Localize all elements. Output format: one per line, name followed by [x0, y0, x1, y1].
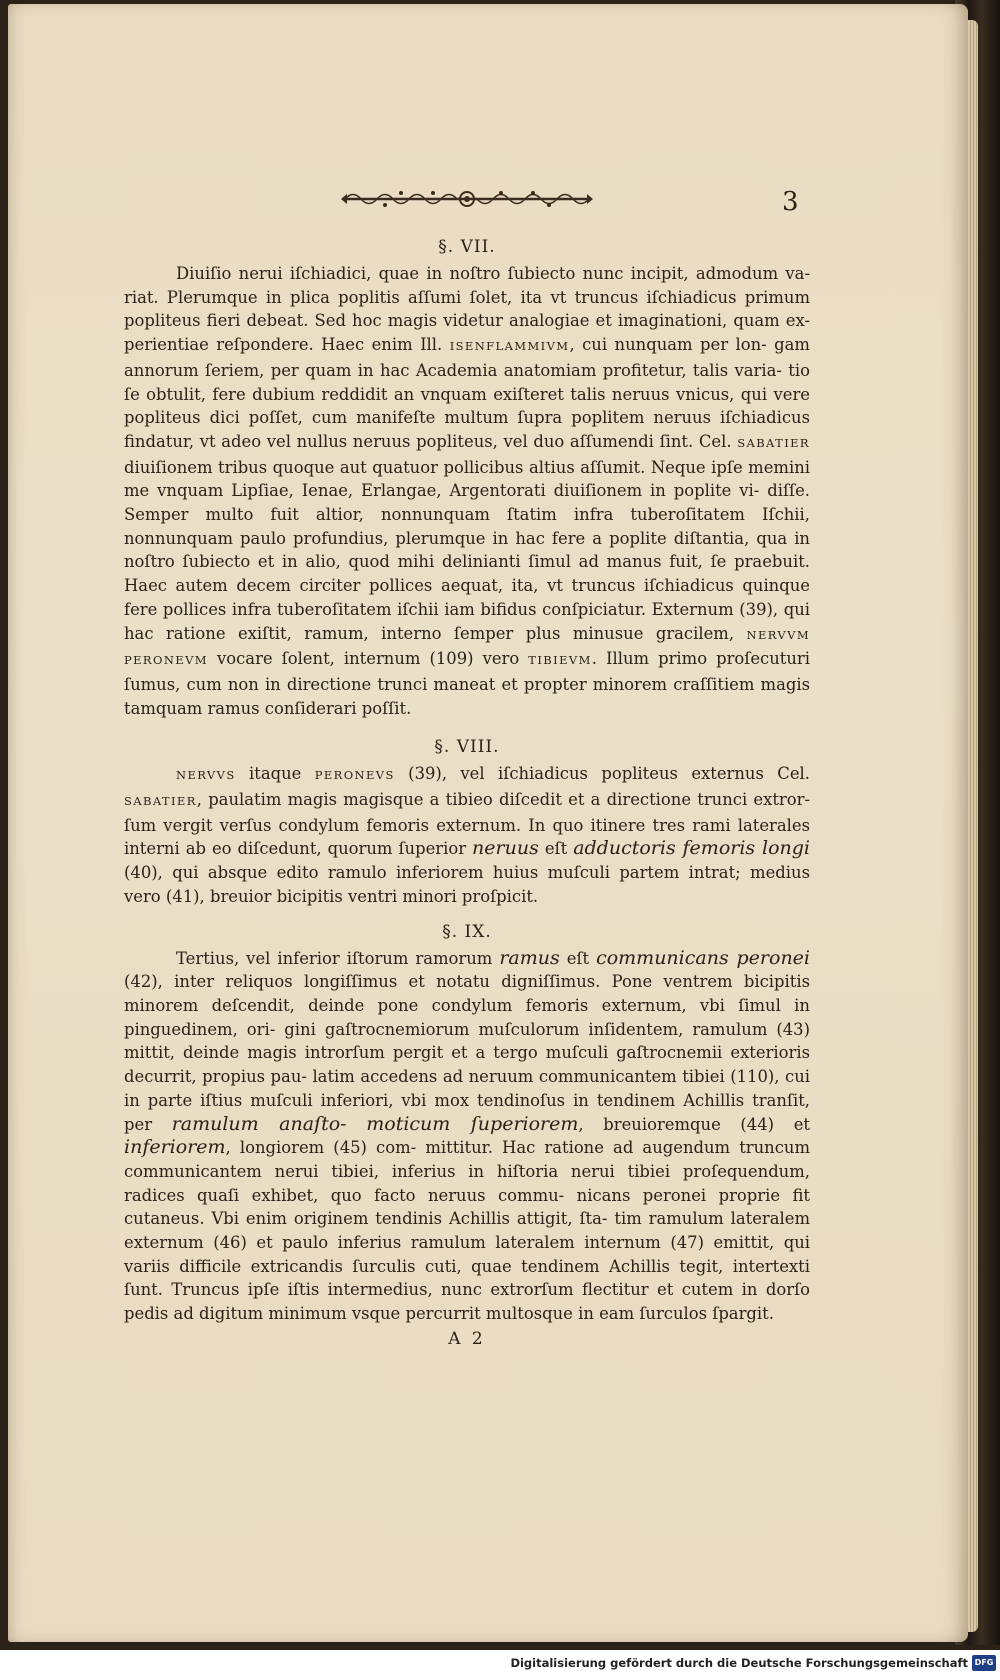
page-edge [968, 20, 978, 1632]
page-number: 3 [782, 187, 799, 217]
text-line: ſum vergit verſus condylum femoris externum. In quo itinere tres rami laterales [124, 815, 810, 835]
name-smallcaps: ISENFLAMMIVM [449, 339, 570, 354]
name-smallcaps: SABATIER [737, 435, 810, 450]
name-smallcaps: NERVVM PERONEVM [124, 627, 810, 668]
text-line: (42), [124, 972, 163, 992]
text-line: tamquam ramus conſiderari poſſit. [124, 698, 412, 718]
italic-term: neruus [472, 837, 539, 860]
paragraph [124, 762, 810, 908]
name-smallcaps: TIBIEVM [528, 653, 592, 668]
footer-bar [0, 1650, 1000, 1680]
italic-term: communicans peronei [596, 946, 810, 969]
section-ix-body [124, 947, 810, 1326]
text-line: gini gaſtrocnemiorum muſculorum inſidentem, ramulum (43) mittit, deinde magis [124, 1019, 811, 1063]
text-line: vocare ſolent, internum (109) vero [207, 649, 529, 669]
text-line: perientiae reſpondere. Haec enim Ill. [124, 335, 450, 355]
text-line: ratione exiſtit, ramum, interno ſemper plus minusue gracilem, [165, 623, 747, 643]
text-line: deſcendit, deinde pone condylum femoris externum, vbi ſimul in pinguedinem, ori- [124, 995, 810, 1039]
text-line: popliteus fieri debeat. Sed hoc magis videtur analogiae et imaginationi, quam ex- [124, 311, 810, 331]
text-line: memini me vnquam Lipſiae, Ienae, Erlangae, Argentorati diuiſionem in poplite vi- [124, 457, 810, 501]
text-line: eſt [538, 839, 574, 859]
text-line: tio ſe obtulit, fere dubium reddidit an vnquam exiſteret talis neruus vnicus, qui [124, 360, 810, 404]
text-line: pollices infra tuberoſitatem iſchii iam bifidus conſpiciatur. Externum (39), qui hac [124, 599, 810, 643]
text-line: Tertius, vel inferior iſtorum ramorum [176, 948, 500, 968]
text-line: . Illum primo proſecuturi [591, 649, 811, 669]
section-viii-body [124, 762, 810, 908]
text-line: (47) emittit, qui variis difficile extricandis ſurculis cuti, quae tendinem Achillis tegit, [124, 1233, 810, 1276]
text-line: (40), [124, 863, 163, 883]
signature-mark: A 2 [448, 1328, 486, 1349]
text-line: intertexti ſunt. Truncus ipſe iſtis intermedius, nunc extrorſum flectitur et cutem [124, 1256, 810, 1300]
book-page [8, 4, 968, 1642]
text-line: qui absque edito ramulo inferiorem huius muſculi partem intrat; medius vero (41), [124, 863, 810, 906]
text-line: gam annorum ſeriem, per quam in hac Academia anatomiam profitetur, talis varia- [124, 335, 810, 380]
section-heading-vii: §. VII. [438, 237, 496, 257]
text-line: itaque [235, 764, 315, 784]
name-smallcaps: PERONEVS [314, 768, 395, 783]
text-line: (39), vel iſchiadicus popliteus externus Cel. [394, 764, 810, 784]
italic-term: ramus [499, 946, 560, 969]
text-line: inter reliquos longiſſimus et notatu digniſſimus. Pone ventrem bicipitis minorem [124, 972, 810, 1015]
name-smallcaps: SABATIER [124, 794, 197, 809]
text-line: riat. Plerumque in plica poplitis aſſumi ſolet, ita vt truncus iſchiadicus primum [124, 287, 810, 307]
paragraph [124, 947, 810, 1326]
text-line: diuiſionem tribus quoque aut quatuor pollicibus altius aſſumit. Neque ipſe [124, 457, 743, 477]
text-line: vere popliteus dici poſſet, cum manifeſte multum ſupra poplitem neruus iſchiadicus [124, 384, 810, 428]
text-line: Diuiſio nerui iſchiadici, quae in noſtro ſubiecto nunc incipit, admodum va- [176, 264, 810, 283]
text-line: latim accedens ad neruum communicantem tibiei (110), cui in parte iſtius muſculi [124, 1067, 810, 1110]
italic-term: inferiorem [124, 1136, 226, 1159]
text-line: inferiori, vbi mox tendinoſus in tendinem Achillis tranſit, per [124, 1090, 811, 1134]
section-heading-viii: §. VIII. [434, 737, 500, 758]
text-line: interni ab eo diſcedunt, quorum ſuperior [124, 839, 473, 859]
text-line: eſt [559, 948, 597, 968]
text-block [124, 232, 810, 1352]
funding-credit: Digitalisierung gefördert durch die Deutsche Forschungsgemeinschaft [510, 1656, 968, 1670]
section-heading-ix: §. IX. [442, 921, 492, 942]
text-line: mittitur. Hac ratione ad augendum truncum communicantem nerui tibiei, inferius in [124, 1138, 811, 1181]
text-line: nonnunquam paulo profundius, plerumque in hac fere a poplite diſtantia, qua in [124, 528, 810, 548]
italic-term: moticum ſuperiorem [366, 1112, 579, 1135]
text-line: noſtro ſubiecto et in alio, quod mihi delinianti ſimul ad manus fuit, ſe praebuit. [124, 552, 810, 572]
text-line: tim ramulum lateralem externum (46) et paulo inferius ramulum lateralem internum [124, 1209, 810, 1253]
text-line: , breuioremque (44) et [578, 1114, 810, 1134]
italic-term: adductoris femoris longi [573, 837, 810, 860]
section-vii-body [124, 262, 810, 720]
name-smallcaps: NERVVS [176, 768, 236, 783]
text-line: , longiorem (45) com- [225, 1138, 417, 1158]
text-line: ſumus, cum non in directione trunci maneat et propter minorem craſſitiem magis [124, 674, 810, 694]
text-line: hiſtoria nerui tibiei proſequendum, radices quaſi exhibet, quo facto neruus commu- [124, 1161, 810, 1205]
ornament-icon [341, 188, 593, 210]
text-line: breuior bicipitis ventri minori proſpicit. [209, 886, 539, 906]
text-line: , paulatim magis magisque a tibieo diſcedit et a directione trunci extror- [196, 790, 810, 810]
text-line: introrſum pergit et a tergo muſculi gaſtrocnemii exterioris decurrit, propius pau- [124, 1043, 810, 1087]
text-line: , cui nunquam per lon- [569, 335, 767, 355]
text-line: in dorſo pedis ad digitum minimum vsque percurrit multosque in eam ſurculos ſpargit. [124, 1280, 810, 1324]
text-line: diſſe. Semper multo fuit altior, nonnunquam ſtatim infra tuberoſitatem Iſchii, [124, 481, 810, 525]
text-line: Haec autem decem circiter pollices aequat, ita, vt truncus iſchiadicus quinque fere [124, 576, 810, 619]
paragraph [124, 262, 810, 720]
text-line: nicans peronei proprie fit cutaneus. Vbi enim originem tendinis Achillis attigit, ſta- [124, 1185, 810, 1229]
text-line: findatur, vt adeo vel nullus neruus popliteus, vel duo aſſumendi ſint. Cel. [124, 431, 738, 451]
italic-term: ramulum anaſto- [171, 1112, 347, 1135]
dfg-logo-icon: DFG [972, 1655, 996, 1671]
